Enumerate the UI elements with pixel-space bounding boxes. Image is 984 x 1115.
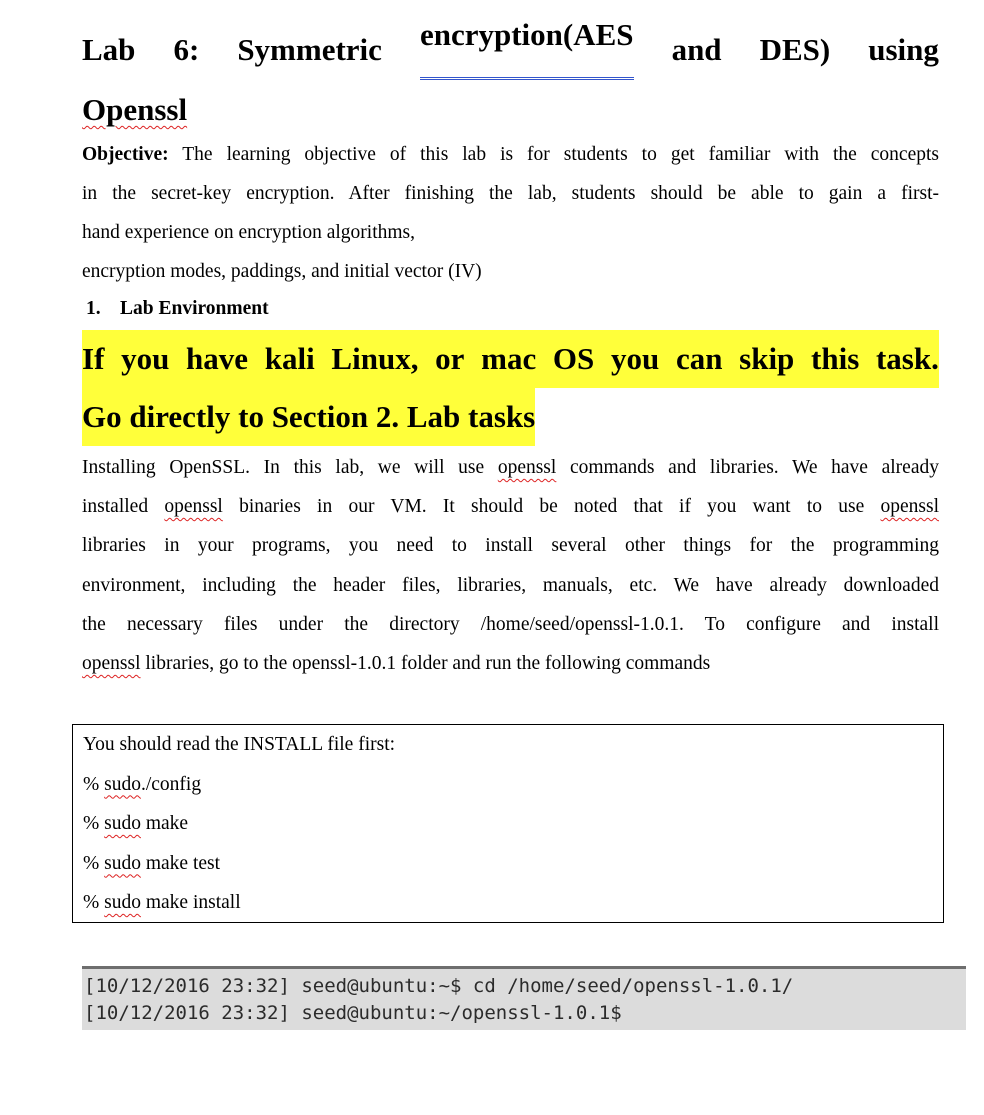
highlighted-note	[82, 330, 939, 446]
title-word-openssl: Openssl	[82, 92, 188, 127]
highlight-line-1: If you have kali Linux, or mac OS you can skip this task.	[82, 330, 939, 388]
section-heading	[86, 293, 269, 325]
terminal-line: [10/12/2016 23:32] seed@ubuntu:~$ cd /home/seed/openssl-1.0.1/	[84, 975, 794, 997]
command-box	[72, 724, 944, 923]
title-word: DES)	[759, 32, 831, 67]
objective-line: encryption modes, paddings, and initial vector (IV)	[82, 261, 482, 282]
command-line: % sudo make install	[83, 892, 241, 913]
title-word: Lab	[82, 32, 136, 67]
install-line: the necessary files under the directory /home/seed/openssl-1.0.1. To configure and install	[82, 613, 939, 635]
title-word: using	[868, 32, 939, 67]
title-word: and	[671, 32, 722, 67]
spell-flag: sudo	[104, 852, 141, 874]
install-paragraph	[82, 448, 939, 683]
title-word-underlined: encryption(AES	[420, 20, 634, 80]
highlight-line-2: Go directly to Section 2. Lab tasks	[82, 388, 535, 446]
command-line: % sudo./config	[83, 773, 202, 795]
title-word: Symmetric	[237, 32, 382, 67]
install-line: environment, including the header files, libraries, manuals, etc. We have already downloaded	[82, 574, 939, 596]
title-line-1	[82, 17, 939, 80]
spell-flag: sudo	[104, 892, 141, 913]
terminal-screenshot	[82, 966, 966, 1030]
spell-flag: openssl	[164, 496, 223, 518]
objective-paragraph	[82, 135, 939, 291]
spell-flag: sudo	[104, 773, 141, 795]
command-box-intro: You should read the INSTALL file first:	[83, 734, 396, 755]
install-line: libraries in your programs, you need to install several other things for the programming	[82, 535, 939, 557]
title-word: 6:	[173, 32, 200, 67]
spell-flag: sudo	[104, 813, 141, 834]
objective-label: Objective:	[82, 144, 169, 165]
section-label: Lab Environment	[120, 298, 269, 319]
title-line-2	[82, 80, 939, 140]
objective-line: hand experience on encryption algorithms,	[82, 222, 416, 243]
install-line: openssl libraries, go to the openssl-1.0.1 folder and run the following commands	[82, 653, 711, 675]
spell-flag: openssl	[82, 653, 141, 675]
command-line: % sudo make	[83, 813, 189, 834]
command-line: % sudo make test	[83, 852, 221, 874]
spell-flag: openssl	[880, 496, 939, 518]
terminal-line: [10/12/2016 23:32] seed@ubuntu:~/openssl-1.0.1$	[84, 1002, 622, 1024]
objective-line: in the secret-key encryption. After finishing the lab, students should be able to gain a first-	[82, 183, 939, 204]
page-title	[82, 17, 939, 140]
section-number: 1.	[86, 298, 101, 319]
install-line: installed openssl binaries in our VM. It should be noted that if you want to use openssl	[82, 496, 939, 518]
objective-line: Objective: The learning objective of this lab is for students to get familiar with the concepts	[82, 144, 939, 165]
install-line: Installing OpenSSL. In this lab, we will use openssl commands and libraries. We have already	[82, 457, 939, 478]
spell-flag: openssl	[497, 457, 557, 478]
